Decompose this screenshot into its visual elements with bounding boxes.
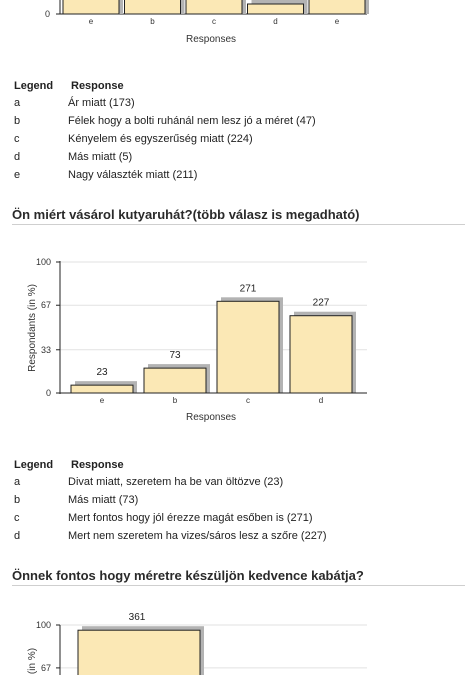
legend-key: d (14, 151, 21, 163)
question-3-divider (12, 585, 465, 586)
chart-2-bar-rect (217, 301, 279, 393)
legend-key: c (14, 512, 20, 524)
chart-2-data-label: 227 (312, 297, 330, 309)
chart-2-xtick: b (172, 396, 178, 405)
chart-1-xlabel: Responses (185, 34, 237, 45)
question-2-title: Ön miért vásárol kutyaruhát?(több válasz is megadható) (12, 207, 360, 222)
chart-2 (0, 240, 465, 435)
chart-1-ytick-0: 0 (44, 9, 50, 19)
chart-1-bar-1 (125, 0, 185, 14)
chart-3-bar-0 (78, 626, 204, 675)
question-2-divider (12, 224, 465, 225)
chart-2-bar-3 (290, 312, 356, 393)
chart-2-bar-rect (144, 368, 206, 393)
chart-2-bar-rect (290, 316, 352, 393)
legend-value: Mert nem szeretem ha vizes/sáros lesz a szőre (227) (68, 530, 327, 542)
legend-value: Más miatt (73) (68, 494, 139, 506)
chart-2-bar-0 (71, 381, 137, 393)
chart-2-data-label: 73 (169, 350, 181, 362)
chart-2-ytick-label: 33 (40, 344, 51, 355)
chart-1-bar-rect (186, 0, 242, 14)
chart-3-bar-rect (78, 630, 200, 675)
legend-key: d (14, 530, 21, 542)
chart-2-ytick-label: 100 (35, 257, 51, 267)
chart-2-bar-1 (144, 364, 210, 393)
chart-1-bar-rect (63, 0, 119, 14)
chart-1-xtick: e (88, 17, 94, 26)
legend-key: a (14, 476, 21, 488)
chart-1-bar-rect (125, 0, 181, 14)
legend-value: Más miatt (5) (68, 151, 133, 163)
chart-2-ytick-label: 0 (45, 388, 51, 398)
chart-1 (0, 0, 465, 50)
chart-1-xtick: c (212, 17, 216, 26)
chart-2-xlabel: Responses (185, 412, 237, 423)
chart-1-bar-4 (309, 0, 369, 14)
chart-3-ytick-label: 67 (40, 662, 51, 673)
legend-value: Kényelem és egyszerűség miatt (224) (68, 133, 253, 145)
chart-1-bar-3 (248, 0, 308, 14)
chart-1-bar-2 (186, 0, 246, 14)
chart-2-ylabel: Respondants (in %) (27, 284, 38, 372)
chart-3-data-label: 361 (128, 612, 146, 624)
question-3-title: Önnek fontos hogy méretre készüljön kedvence kabátja? (12, 568, 364, 583)
chart-1-bar-rect (248, 4, 304, 14)
legend-2-header-key: Legend (14, 459, 54, 471)
legend-2-header-value: Response (71, 459, 124, 471)
chart-2-ytick-label: 67 (40, 300, 51, 311)
legend-1-header-key: Legend (14, 80, 54, 92)
chart-1-xtick: b (150, 17, 155, 26)
legend-value: Mert fontos hogy jól érezze magát esőben is (271) (68, 512, 313, 524)
legend-key: b (14, 494, 21, 506)
chart-2-xtick: c (246, 396, 250, 405)
chart-1-bar-0 (63, 0, 123, 14)
legend-key: a (14, 97, 21, 109)
chart-2-xtick: e (99, 396, 105, 405)
legend-value: Ár miatt (173) (68, 97, 135, 109)
legend-key: e (14, 169, 21, 181)
chart-1-bar-rect (309, 0, 365, 14)
chart-1-xtick: d (273, 17, 278, 26)
chart-1-xtick: e (334, 17, 340, 26)
chart-2-xtick: d (318, 396, 324, 405)
legend-value: Nagy választék miatt (211) (68, 169, 198, 181)
legend-value: Félek hogy a bolti ruhánál nem lesz jó a méret (47) (68, 115, 316, 127)
chart-3-ylabel: (in %) (27, 647, 38, 675)
legend-value: Divat miatt, szeretem ha be van öltözve (23) (68, 476, 284, 488)
chart-2-data-label: 271 (239, 283, 257, 295)
chart-2-bar-rect (71, 385, 133, 393)
chart-2-data-label: 23 (96, 367, 108, 379)
chart-3 (0, 605, 465, 675)
legend-1-header-value: Response (71, 80, 124, 92)
legend-key: c (14, 133, 20, 145)
chart-2-bar-2 (217, 297, 283, 393)
chart-3-ytick-label: 100 (35, 620, 51, 630)
legend-key: b (14, 115, 21, 127)
